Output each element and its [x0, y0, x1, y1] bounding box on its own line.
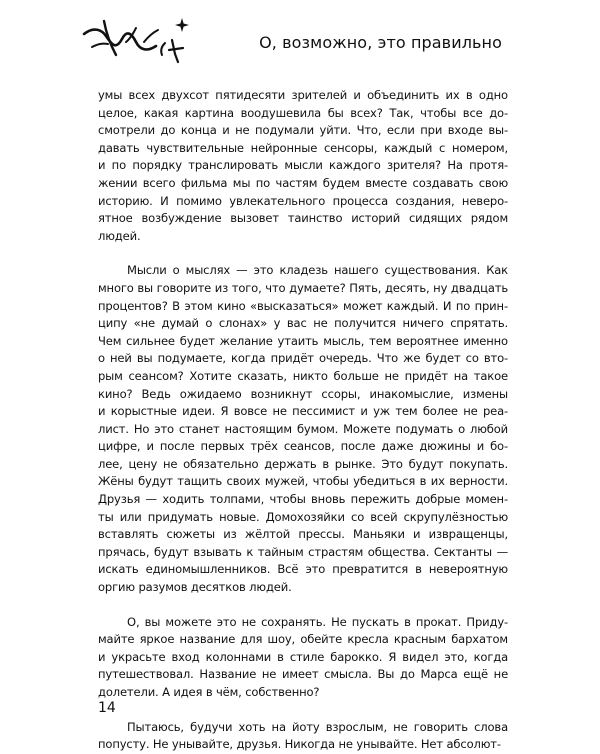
text-line: смотрели до конца и не подумали уйти. Что, если при входе вы-	[98, 123, 508, 138]
text-line: лее, цену не обязательно держать в рынке. Это будут покупать.	[98, 456, 509, 471]
text-line: и украсьте вход колоннами в стиле барокко. Я видел это, когда	[98, 649, 509, 664]
text-line: кино? Ведь ожидаемо возникнут ссоры, инакомыслие, измены	[98, 386, 508, 401]
paragraph	[98, 614, 508, 702]
paragraph	[98, 262, 508, 596]
text-line: О, вы можете это не сохранять. Не пускать в прокат. Приду-	[127, 614, 509, 629]
paragraph	[98, 87, 508, 245]
text-line: рым сеансом? Хотите сказать, никто больше не придёт на такое	[98, 368, 508, 383]
text-line: и корыстные идеи. Я вовсе не пессимист и уж тем более не реа-	[98, 404, 509, 419]
running-title: О, возможно, это правильно	[259, 33, 502, 52]
text-line: ты или придумать новые. Домохозяйки со всей скрупулёзностью	[98, 509, 509, 524]
text-line: о ней вы подумаете, когда придёт очередь. Что же будет со вто-	[98, 351, 509, 366]
text-line: Мысли о мыслях — это кладезь нашего существования. Как	[127, 263, 509, 278]
text-line: и по порядку транслировать мысли каждого зрителя? На протя-	[98, 158, 509, 173]
text-line: Чем сильнее будет желание утаить мысль, тем вероятнее именно	[98, 333, 508, 348]
body-text	[98, 87, 508, 754]
text-line: оргию разумов десятков людей.	[98, 580, 292, 595]
text-line: ятное возбуждение вызовет таинство историй сидящих рядом	[98, 211, 509, 226]
page-number: 14	[98, 700, 116, 716]
text-line: лист. Но это станет настоящим бумом. Можете подумать о любой	[98, 421, 509, 436]
text-line: ципу «не думай о слонах» у вас не получится ничего спрятать.	[98, 316, 509, 331]
star-swirl-ornament-icon	[82, 12, 202, 64]
text-line: людей.	[98, 228, 141, 243]
text-line: прячась, будут взывать к тайным страстям общества. Сектанты —	[98, 544, 508, 559]
text-line: попусту. Не унывайте, друзья. Никогда не унывайте. Нет абсолют-	[98, 737, 501, 752]
text-line: цифре, и после первых трёх сеансов, после даже дюжины и бо-	[98, 439, 508, 454]
text-line: целое, какая картина воодушевила бы всех? Так, чтобы все до-	[98, 105, 508, 120]
text-line: искать единомышленников. Всё это превратится в невероятную	[98, 562, 508, 577]
text-line: вставлять сюжеты из жёлтой прессы. Маньяки и извращенцы,	[98, 527, 509, 542]
text-line: путешествовал. Название не имеет смысла. Вы до Марса ещё не	[98, 667, 509, 682]
text-line: майте яркое название для шоу, обейте кресла красным бархатом	[98, 632, 508, 647]
text-line: Жёны будут тащить своих мужей, чтобы убедиться в их верности.	[98, 474, 509, 489]
paragraph	[98, 719, 508, 754]
text-line: историю. И помимо увлекательного процесса создания, неверо-	[98, 193, 509, 208]
text-line: долетели. А идея в чём, собственно?	[98, 685, 320, 699]
text-line: давать чувствительные нейронные сенсоры, каждый с номером,	[98, 140, 509, 155]
text-line: Пытаюсь, будучи хоть на йоту взрослым, не говорить слова	[127, 719, 509, 734]
text-line: Друзья — ходить толпами, чтобы вновь пережить добрые момен-	[98, 492, 508, 507]
text-line: умы всех двухсот пятидесяти зрителей и объединить их в одно	[98, 88, 508, 102]
text-line: процентов? В этом кино «высказаться» может каждый. И по прин-	[98, 298, 508, 313]
text-line: много вы говорите из того, что думаете? Пять, десять, ну двадцать	[98, 280, 509, 295]
text-line: жении всего фильма мы по частям будем вместе создавать свою	[98, 175, 509, 190]
